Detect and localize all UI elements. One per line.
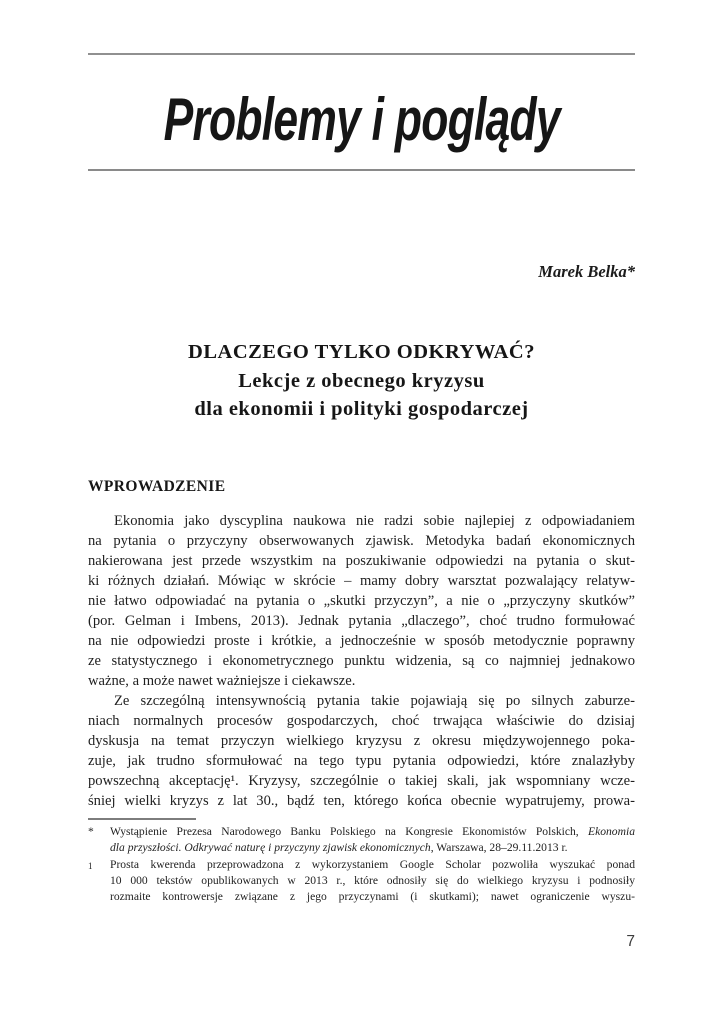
- page-number: 7: [626, 933, 635, 950]
- body-line: ważne, a może nawet ważniejsze i ciekawsze.: [88, 673, 356, 689]
- journal-section-title-text: Problemy i poglądy: [163, 86, 560, 153]
- body-line: ki różnych działań. Mówiąc w skrócie – mamy dobry warsztat pozwalający relatyw-: [88, 573, 635, 589]
- footnote-marker: 1: [88, 860, 93, 871]
- body-line: niach normalnych procesów gospodarczych, choć trwająca właściwie do dzisiaj: [88, 713, 635, 729]
- body-line: śniej wielki kryzys z lat 30., bądź ten, którego końca obecnie wypatrujemy, prowa-: [88, 793, 635, 809]
- body-line: na pytania o przyczyny obserwowanych zjawisk. Metodyka badań ekonomicznych: [88, 533, 635, 549]
- footnote-line: dla przyszłości. Odkrywać naturę i przyczyny zjawisk ekonomicznych, Warszawa, 28–29.11.2013 r.: [110, 841, 568, 855]
- paragraph: [88, 691, 635, 811]
- article-title-line-2: Lekcje z obecnego kryzysu: [238, 369, 485, 392]
- footnote-item: [88, 824, 635, 857]
- paragraph: [88, 511, 635, 691]
- footnote-line: Prosta kwerenda przeprowadzona z wykorzystaniem Google Scholar pozwoliła wyszukać ponad: [110, 857, 635, 871]
- body-line: ze statystycznego i ekonometrycznego punktu widzenia, są co najmniej jednakowo: [88, 653, 635, 669]
- footnote-line: 10 000 tekstów opublikowanych w 2013 r., które odnosiły się do wielkiego kryzysu i podnosiły: [110, 873, 635, 887]
- footnote-separator: [88, 818, 196, 820]
- article-title-line-3: dla ekonomii i polityki gospodarczej: [194, 398, 529, 420]
- footnote-line: Wystąpienie Prezesa Narodowego Banku Polskiego na Kongresie Ekonomistów Polskich, Ekonomia: [110, 825, 635, 838]
- body-line: dyskusja na temat przyczyn wielkiego kryzysu z okresu międzywojennego poka-: [88, 733, 635, 749]
- article-body: [88, 511, 635, 811]
- body-line: Ze szczególną intensywnością pytania takie pojawiają się po silnych zaburze-: [114, 693, 635, 709]
- body-line: zuje, jak trudno sformułować na tego typu pytania odpowiedzi, które znalazłyby: [88, 753, 635, 769]
- body-line: powszechną akceptację¹. Kryzysy, szczególnie o takiej skali, jak wspomniany wcze-: [88, 773, 635, 789]
- journal-section-title: [88, 76, 635, 164]
- section-heading: WPROWADZENIE: [88, 478, 226, 495]
- footnote-marker: *: [88, 825, 94, 838]
- body-line: nakierowana jest przede wszystkim na poszukiwanie odpowiedzi na pytania o skut-: [88, 553, 635, 569]
- body-line: nie łatwo odpowiadać na pytania o „skutki przyczyn”, a nie o „przyczyny skutków”: [88, 593, 635, 609]
- header-rule-top: [88, 53, 635, 55]
- body-line: (por. Gelman i Imbens, 2013). Jednak pytania „dlaczego”, choć trudno formułować: [88, 613, 635, 629]
- footnotes: [88, 824, 635, 905]
- body-line: na nie odpowiedzi proste i krótkie, a jednocześnie w sposób metodycznie poprawny: [88, 633, 635, 649]
- article-title-line-1: DLACZEGO TYLKO ODKRYWAĆ?: [188, 341, 535, 363]
- author-line: Marek Belka*: [538, 262, 635, 281]
- body-line: Ekonomia jako dyscyplina naukowa nie radzi sobie najlepiej z odpowiadaniem: [114, 513, 635, 529]
- footnote-line: rozmaite kontrowersje związane z jego przyczynami (i skutkami); nawet ograniczenie wyszu-: [110, 890, 635, 904]
- footnote-item: [88, 857, 635, 906]
- footnote-text: [110, 857, 635, 906]
- article-title: [88, 338, 635, 424]
- footnote-text: [110, 824, 635, 857]
- header-rule-bottom: [88, 169, 635, 171]
